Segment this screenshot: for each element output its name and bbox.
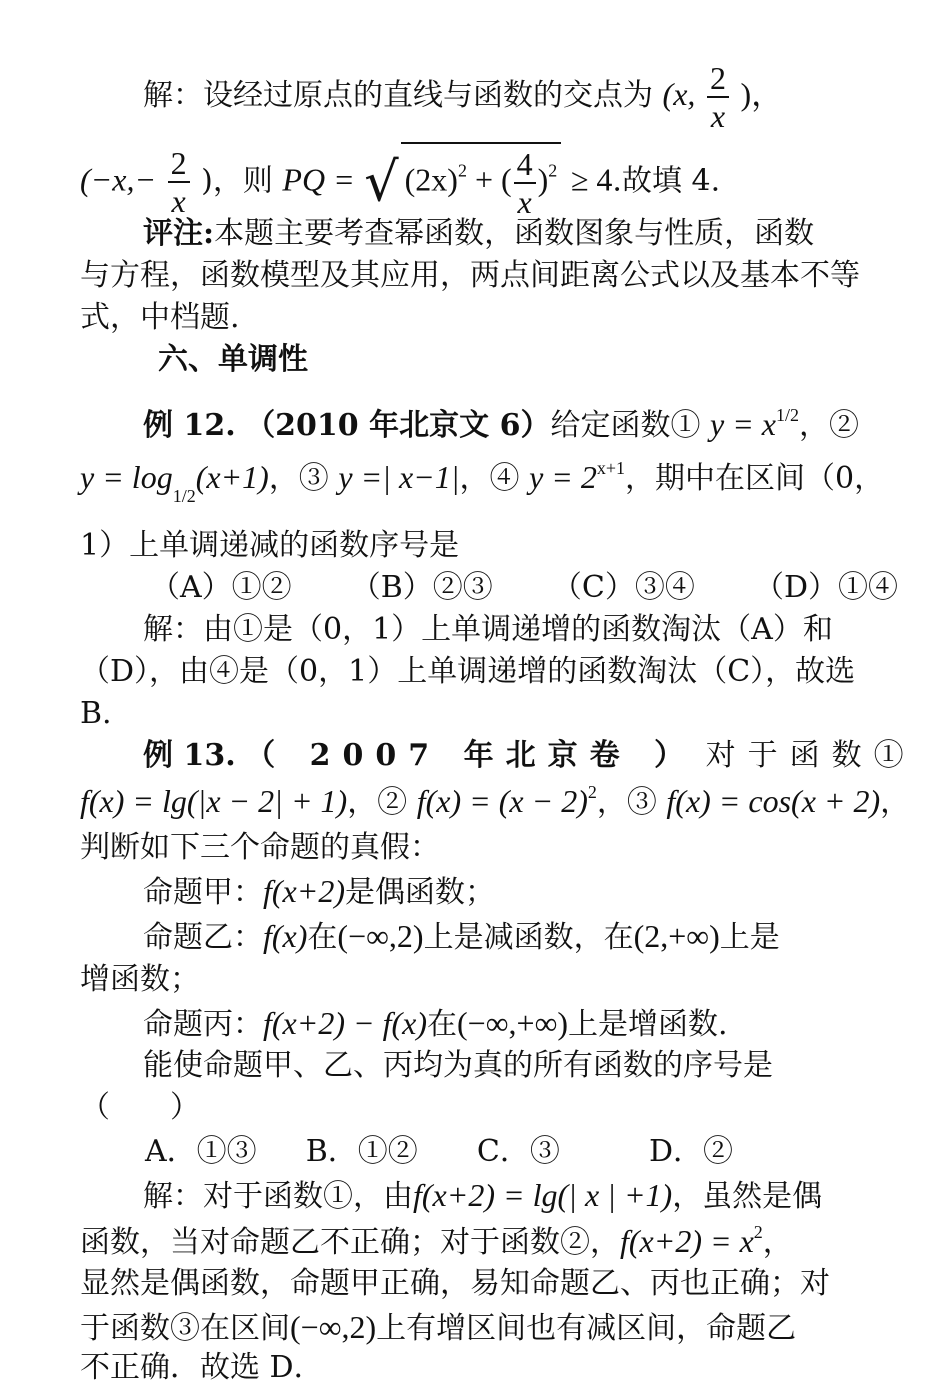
text: ， bbox=[762, 1225, 793, 1260]
proposition-c bbox=[143, 1004, 905, 1043]
math: f(x) bbox=[263, 918, 308, 954]
radicand bbox=[401, 142, 562, 218]
exponent: 2 bbox=[753, 1222, 763, 1242]
note-line-2: 与方程，函数模型及其应用，两点间距离公式以及基本不等 bbox=[80, 258, 860, 293]
text: 解：设经过原点的直线与函数的交点为 bbox=[143, 78, 653, 113]
option-a: （A）①② bbox=[150, 570, 292, 605]
math: (x, bbox=[662, 76, 696, 112]
section-title: 六、单调性 bbox=[158, 342, 308, 377]
note-label: 评注: bbox=[143, 216, 215, 251]
math: f(x) = (x − 2) bbox=[416, 783, 588, 819]
text: ，期中在区间（0， bbox=[625, 461, 885, 496]
ex13-solution-3: 显然是偶函数，命题甲正确，易知命题乙、丙也正确；对 bbox=[80, 1266, 830, 1301]
text: .故填 4. bbox=[612, 163, 721, 199]
text: 解：对于函数①，由 bbox=[143, 1179, 413, 1214]
math: (−∞,2) bbox=[337, 918, 424, 954]
option-c: （C）③④ bbox=[551, 570, 695, 605]
ex12-line-2 bbox=[80, 458, 905, 508]
fraction bbox=[168, 145, 190, 220]
note-line-3: 式，中档题. bbox=[80, 300, 240, 335]
exponent: 1/2 bbox=[776, 405, 800, 425]
text: ，④ bbox=[459, 461, 520, 496]
text: 给定函数① bbox=[550, 408, 701, 443]
math: y = 2 bbox=[529, 459, 597, 495]
text: 是偶函数； bbox=[345, 875, 495, 910]
text: 本题主要考查幂函数，函数图象与性质，函数 bbox=[214, 216, 815, 251]
ex13-options bbox=[145, 1134, 905, 1170]
label: 命题丙： bbox=[143, 1007, 263, 1042]
exponent: 2 bbox=[587, 782, 597, 802]
text: 在 bbox=[427, 1007, 457, 1042]
math: )， bbox=[740, 76, 784, 112]
math: f(x+2) bbox=[263, 873, 345, 909]
log-base: 1/2 bbox=[172, 486, 196, 506]
option-c: C．③ bbox=[476, 1134, 560, 1169]
proposition-a bbox=[143, 872, 905, 911]
numerator: 2 bbox=[168, 147, 190, 183]
radical-sign: √ bbox=[364, 150, 399, 214]
fraction bbox=[707, 62, 729, 132]
option-b: B．①② bbox=[305, 1134, 418, 1169]
ex12-solution-3: B. bbox=[80, 696, 112, 731]
ex12-solution-1: 解：由①是（0，1）上单调递增的函数淘汰（A）和 bbox=[143, 612, 833, 647]
text: 上有增区间也有减区间，命题乙 bbox=[376, 1311, 797, 1346]
example-label: 例 13. bbox=[143, 738, 236, 773]
math: y = x bbox=[710, 406, 776, 442]
exponent: 2 bbox=[548, 160, 558, 181]
numerator: 4 bbox=[514, 148, 536, 184]
ex13-line-3: 判断如下三个命题的真假： bbox=[80, 830, 440, 865]
ex13-solution-4 bbox=[80, 1308, 905, 1347]
example-source: （2010 年北京文 6） bbox=[245, 408, 551, 443]
math: (−∞,+∞) bbox=[457, 1005, 569, 1041]
text: 函数，当对命题乙不正确；对于函数②， bbox=[80, 1225, 620, 1260]
math: f(x+2) = lg(| x | +1) bbox=[413, 1177, 673, 1213]
option-d: （D）①④ bbox=[753, 570, 899, 605]
ex12-line-1 bbox=[143, 405, 905, 444]
ex13-line-2 bbox=[80, 782, 911, 821]
text: )，则 bbox=[201, 163, 273, 199]
math: (x+1) bbox=[195, 459, 269, 495]
math: f(x+2) = x bbox=[620, 1223, 754, 1259]
ex13-question-2: （ ） bbox=[80, 1090, 200, 1125]
math: (2,+∞) bbox=[633, 918, 720, 954]
math: (−∞,2) bbox=[290, 1309, 377, 1345]
solution-line-1 bbox=[143, 62, 905, 132]
example-source: （ 2007 年北京卷 ） bbox=[245, 738, 697, 773]
ex13-line-1 bbox=[143, 738, 916, 774]
text: ，虽然是偶 bbox=[672, 1179, 823, 1214]
ex12-options bbox=[150, 570, 905, 606]
text: ， bbox=[880, 785, 911, 820]
denominator: x bbox=[517, 184, 532, 220]
ex13-solution-1 bbox=[143, 1176, 905, 1215]
note-line-1 bbox=[143, 216, 905, 252]
text: ，② bbox=[799, 408, 860, 443]
text: 对于函数① bbox=[705, 738, 916, 773]
math: ≥ 4 bbox=[570, 161, 613, 198]
math: (2x) bbox=[404, 161, 458, 198]
fraction bbox=[514, 148, 536, 218]
text: 上是增函数. bbox=[568, 1007, 728, 1042]
math: y = log bbox=[80, 459, 173, 495]
text: 上是减函数，在 bbox=[423, 920, 634, 955]
math: PQ = bbox=[282, 161, 355, 198]
option-b: （B）②③ bbox=[350, 570, 493, 605]
denominator: x bbox=[710, 98, 726, 134]
proposition-b bbox=[143, 917, 905, 956]
math: f(x) = lg(|x − 2| + 1) bbox=[80, 783, 348, 819]
text: ，③ bbox=[596, 785, 657, 820]
ex12-solution-2: （D），由④是（0，1）上单调递增的函数淘汰（C），故选 bbox=[80, 654, 856, 689]
ex13-solution-2 bbox=[80, 1222, 905, 1261]
solution-line-2 bbox=[80, 142, 905, 218]
text: 于函数③在区间 bbox=[80, 1311, 290, 1346]
numerator: 2 bbox=[707, 62, 729, 98]
exponent: x+1 bbox=[596, 458, 626, 478]
label: 命题乙： bbox=[143, 920, 263, 955]
option-d: D．② bbox=[648, 1134, 734, 1169]
math: f(x) = cos(x + 2) bbox=[666, 783, 881, 819]
ex13-question-1: 能使命题甲、乙、丙均为真的所有函数的序号是 bbox=[143, 1048, 773, 1083]
math: f(x+2) − f(x) bbox=[263, 1005, 427, 1041]
text: ，② bbox=[347, 785, 408, 820]
label: 命题甲： bbox=[143, 875, 263, 910]
math: ) bbox=[537, 161, 549, 198]
proposition-b-cont: 增函数； bbox=[80, 962, 200, 997]
math: + ( bbox=[466, 161, 512, 198]
exponent: 2 bbox=[457, 160, 467, 181]
text: 在 bbox=[307, 920, 338, 955]
math: (−x,− bbox=[80, 161, 157, 198]
text: ，③ bbox=[268, 461, 329, 496]
ex13-solution-5: 不正确．故选 D． bbox=[80, 1350, 324, 1385]
denominator: x bbox=[171, 183, 186, 220]
text: 上是 bbox=[719, 920, 780, 955]
option-a: A．①③ bbox=[145, 1134, 257, 1169]
example-label: 例 12. bbox=[143, 408, 236, 443]
ex12-line-3: 1）上单调递减的函数序号是 bbox=[80, 528, 460, 563]
math: y =| x−1| bbox=[338, 459, 460, 495]
